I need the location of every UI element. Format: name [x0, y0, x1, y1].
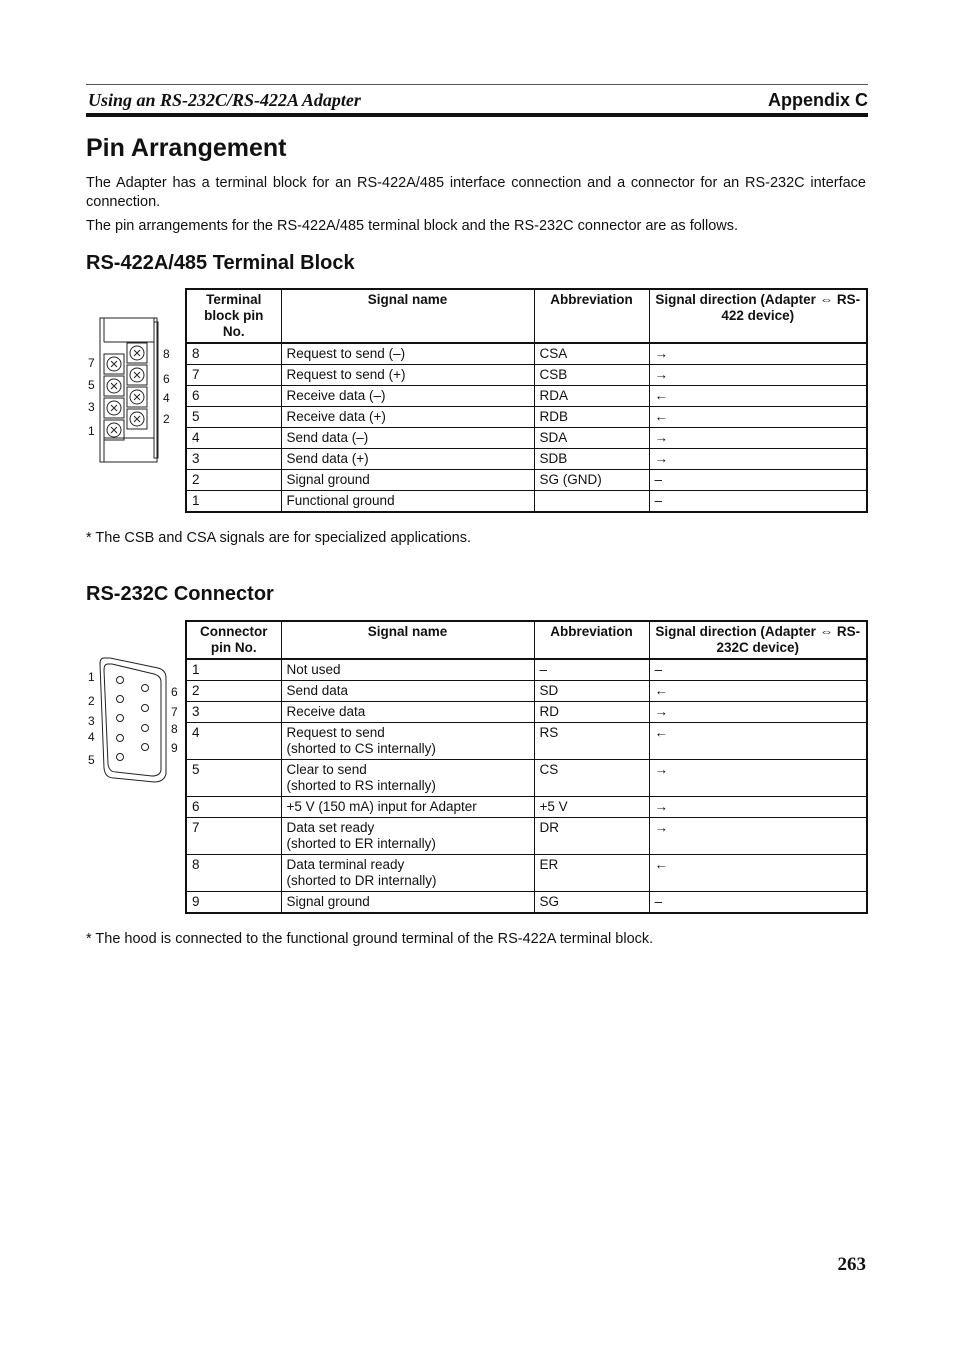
connector-pin-label: 7 — [171, 705, 178, 719]
terminal-pin-label: 1 — [88, 424, 95, 438]
table-row — [186, 797, 867, 818]
direction-cell: ← — [649, 855, 867, 892]
signal-cell: Receive data — [281, 702, 534, 723]
column-header-direction: Signal direction (Adapter ⇔ RS-232C device) — [649, 621, 867, 659]
pin-cell: 5 — [186, 407, 281, 428]
abbreviation-cell: CSB — [534, 365, 649, 386]
abbreviation-cell: SD — [534, 681, 649, 702]
table-row — [186, 365, 867, 386]
signal-cell: Request to send (shorted to CS internally) — [281, 723, 534, 760]
signal-cell: Send data (+) — [281, 449, 534, 470]
direction-cell: → — [649, 343, 867, 365]
direction-cell: → — [649, 702, 867, 723]
intro-paragraph-1: The Adapter has a terminal block for an RS-422A/485 interface connection and a connector for an RS-232C interface connection. — [86, 175, 866, 210]
table-row — [186, 681, 867, 702]
abbreviation-cell: RDA — [534, 386, 649, 407]
pin-cell: 8 — [186, 343, 281, 365]
abbreviation-cell: DR — [534, 818, 649, 855]
abbreviation-cell: – — [534, 659, 649, 681]
pin-cell: 7 — [186, 365, 281, 386]
page-number: 263 — [837, 1254, 866, 1275]
pin-cell: 2 — [186, 681, 281, 702]
direction-cell: → — [649, 818, 867, 855]
signal-cell: Data set ready (shorted to ER internally) — [281, 818, 534, 855]
terminal-pin-label: 2 — [163, 412, 170, 426]
signal-cell: Data terminal ready (shorted to DR internally) — [281, 855, 534, 892]
column-header-abbreviation: Abbreviation — [534, 289, 649, 343]
connector-pin — [142, 725, 149, 732]
pin-cell: 8 — [186, 855, 281, 892]
table-row — [186, 343, 867, 365]
abbreviation-cell: SG — [534, 892, 649, 914]
header-appendix-label: Appendix C — [767, 90, 868, 110]
connector-heading: RS-232C Connector — [86, 583, 274, 605]
direction-cell: – — [649, 491, 867, 513]
connector-note: * The hood is connected to the functional ground terminal of the RS-422A terminal block. — [86, 931, 654, 947]
abbreviation-cell: SDA — [534, 428, 649, 449]
page-title: Pin Arrangement — [86, 134, 287, 162]
rs232c-connector-diagram — [82, 650, 182, 790]
terminal-block-note: * The CSB and CSA signals are for specialized applications. — [86, 530, 472, 546]
connector-pin-label: 4 — [88, 730, 95, 744]
terminal-pin-label: 3 — [88, 400, 95, 414]
signal-cell: Request to send (+) — [281, 365, 534, 386]
connector-pin-label: 5 — [88, 753, 95, 767]
direction-cell: – — [649, 470, 867, 491]
connector-pin — [117, 696, 124, 703]
pin-cell: 4 — [186, 428, 281, 449]
direction-cell: ← — [649, 386, 867, 407]
terminal-block-table — [185, 288, 868, 513]
pin-cell: 6 — [186, 386, 281, 407]
table-row — [186, 491, 867, 513]
connector-table — [185, 620, 868, 914]
abbreviation-cell: RD — [534, 702, 649, 723]
connector-pin — [117, 677, 124, 684]
table-row — [186, 892, 867, 914]
connector-pin — [117, 715, 124, 722]
connector-pin — [142, 744, 149, 751]
table-row — [186, 470, 867, 491]
signal-cell: Receive data (–) — [281, 386, 534, 407]
connector-pin-label: 2 — [88, 694, 95, 708]
pin-cell: 3 — [186, 449, 281, 470]
signal-cell: Not used — [281, 659, 534, 681]
pin-cell: 6 — [186, 797, 281, 818]
direction-cell: – — [649, 659, 867, 681]
pin-cell: 7 — [186, 818, 281, 855]
direction-cell: → — [649, 365, 867, 386]
abbreviation-cell: +5 V — [534, 797, 649, 818]
direction-cell: → — [649, 428, 867, 449]
pin-cell: 1 — [186, 659, 281, 681]
direction-cell: – — [649, 892, 867, 914]
table-row — [186, 386, 867, 407]
abbreviation-cell — [534, 491, 649, 513]
connector-pin — [142, 685, 149, 692]
signal-cell: Receive data (+) — [281, 407, 534, 428]
table-row — [186, 449, 867, 470]
pin-cell: 5 — [186, 760, 281, 797]
header-rule-bottom — [86, 113, 868, 117]
terminal-pin-label: 5 — [88, 378, 95, 392]
column-header-signal: Signal name — [281, 289, 534, 343]
abbreviation-cell: RDB — [534, 407, 649, 428]
terminal-pin-label: 7 — [88, 356, 95, 370]
column-header-direction: Signal direction (Adapter ⇔ RS-422 device) — [649, 289, 867, 343]
connector-pin-label: 8 — [171, 722, 178, 736]
connector-pin — [142, 705, 149, 712]
signal-cell: Request to send (–) — [281, 343, 534, 365]
intro-paragraph-2: The pin arrangements for the RS-422A/485 terminal block and the RS-232C connector are as follows. — [86, 218, 739, 234]
column-header-signal: Signal name — [281, 621, 534, 659]
table-row — [186, 659, 867, 681]
column-header-pin: Connector pin No. — [186, 621, 281, 659]
signal-cell: Send data — [281, 681, 534, 702]
connector-pin-label: 3 — [88, 714, 95, 728]
terminal-pin-label: 8 — [163, 347, 170, 361]
table-row — [186, 723, 867, 760]
pin-cell: 3 — [186, 702, 281, 723]
abbreviation-cell: SDB — [534, 449, 649, 470]
table-row — [186, 407, 867, 428]
abbreviation-cell: SG (GND) — [534, 470, 649, 491]
abbreviation-cell: ER — [534, 855, 649, 892]
signal-cell: Clear to send (shorted to RS internally) — [281, 760, 534, 797]
connector-pin — [117, 754, 124, 761]
abbreviation-cell: CSA — [534, 343, 649, 365]
connector-pin-label: 6 — [171, 685, 178, 699]
table-row — [186, 818, 867, 855]
direction-cell: → — [649, 760, 867, 797]
column-header-pin: Terminal block pin No. — [186, 289, 281, 343]
signal-cell: Signal ground — [281, 470, 534, 491]
direction-cell: → — [649, 797, 867, 818]
direction-cell: ← — [649, 681, 867, 702]
connector-pin-label: 9 — [171, 741, 178, 755]
connector-pin — [117, 735, 124, 742]
direction-cell: ← — [649, 723, 867, 760]
pin-cell: 4 — [186, 723, 281, 760]
table-row — [186, 428, 867, 449]
pin-cell: 2 — [186, 470, 281, 491]
header-section-title: Using an RS-232C/RS-422A Adapter — [88, 90, 361, 110]
table-row — [186, 702, 867, 723]
terminal-block-diagram — [82, 312, 182, 468]
pin-cell: 9 — [186, 892, 281, 914]
pin-cell: 1 — [186, 491, 281, 513]
signal-cell: Send data (–) — [281, 428, 534, 449]
abbreviation-cell: CS — [534, 760, 649, 797]
abbreviation-cell: RS — [534, 723, 649, 760]
signal-cell: +5 V (150 mA) input for Adapter — [281, 797, 534, 818]
table-row — [186, 760, 867, 797]
signal-cell: Signal ground — [281, 892, 534, 914]
direction-cell: → — [649, 449, 867, 470]
header-rule-top — [86, 84, 868, 85]
connector-pin-label: 1 — [88, 670, 95, 684]
terminal-pin-label: 4 — [163, 391, 170, 405]
terminal-block-heading: RS-422A/485 Terminal Block — [86, 252, 355, 274]
table-row — [186, 855, 867, 892]
direction-cell: ← — [649, 407, 867, 428]
column-header-abbreviation: Abbreviation — [534, 621, 649, 659]
terminal-pin-label: 6 — [163, 372, 170, 386]
signal-cell: Functional ground — [281, 491, 534, 513]
